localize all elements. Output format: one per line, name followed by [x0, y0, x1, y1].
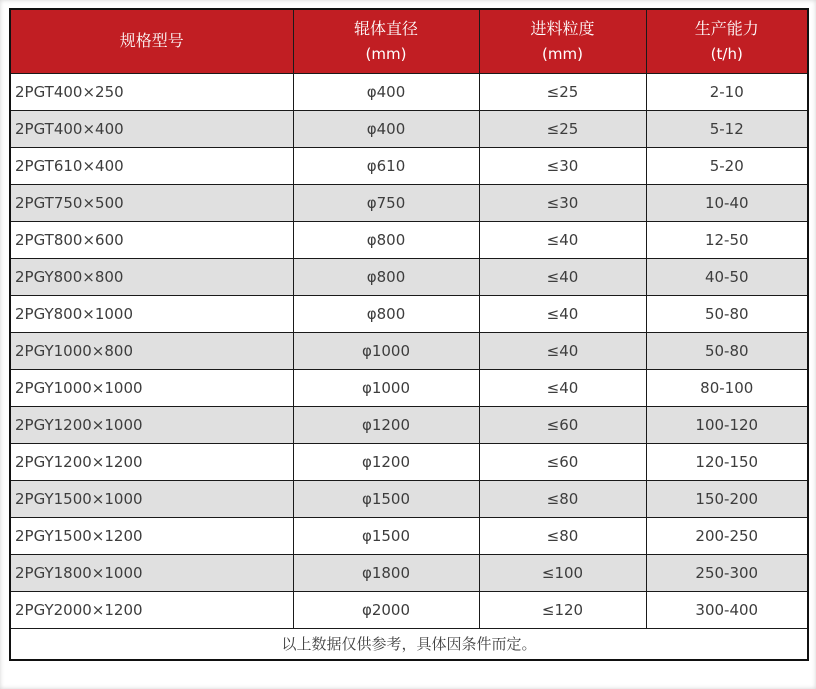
cell-feed-size: ≤80: [479, 517, 646, 554]
cell-capacity: 200-250: [646, 517, 808, 554]
cell-capacity: 2-10: [646, 73, 808, 110]
cell-capacity: 10-40: [646, 184, 808, 221]
table-row: [10, 221, 808, 258]
cell-capacity: 250-300: [646, 554, 808, 591]
footer-row: [10, 628, 808, 660]
cell-capacity: 5-20: [646, 147, 808, 184]
cell-feed-size: ≤120: [479, 591, 646, 628]
cell-capacity: 120-150: [646, 443, 808, 480]
cell-roller-diameter: φ1500: [293, 480, 479, 517]
cell-model: 2PGY1000×800: [10, 332, 293, 369]
cell-roller-diameter: φ1000: [293, 369, 479, 406]
cell-roller-diameter: φ1500: [293, 517, 479, 554]
cell-roller-diameter: φ800: [293, 221, 479, 258]
cell-model: 2PGY1200×1200: [10, 443, 293, 480]
cell-capacity: 50-80: [646, 295, 808, 332]
table-row: [10, 258, 808, 295]
cell-feed-size: ≤40: [479, 258, 646, 295]
cell-roller-diameter: φ1800: [293, 554, 479, 591]
cell-capacity: 40-50: [646, 258, 808, 295]
cell-roller-diameter: φ610: [293, 147, 479, 184]
cell-model: 2PGY1800×1000: [10, 554, 293, 591]
table-row: [10, 73, 808, 110]
cell-model: 2PGY800×800: [10, 258, 293, 295]
column-unit-capacity: (t/h): [710, 45, 743, 64]
table-row: [10, 406, 808, 443]
cell-model: 2PGY1500×1000: [10, 480, 293, 517]
cell-capacity: 150-200: [646, 480, 808, 517]
cell-feed-size: ≤80: [479, 480, 646, 517]
header-cell-model: [10, 9, 293, 73]
table-row: [10, 517, 808, 554]
column-title-feed-size: 进料粒度: [530, 19, 595, 39]
cell-roller-diameter: φ1200: [293, 443, 479, 480]
table-row: [10, 591, 808, 628]
cell-feed-size: ≤25: [479, 110, 646, 147]
cell-model: 2PGT610×400: [10, 147, 293, 184]
table-row: [10, 480, 808, 517]
column-unit-roller-diameter: (mm): [365, 45, 407, 64]
table-row: [10, 332, 808, 369]
cell-feed-size: ≤40: [479, 295, 646, 332]
cell-model: 2PGY1200×1000: [10, 406, 293, 443]
table-body: [10, 73, 808, 628]
header-cell-capacity: [646, 9, 808, 73]
cell-feed-size: ≤100: [479, 554, 646, 591]
table-row: [10, 295, 808, 332]
cell-model: 2PGT400×250: [10, 73, 293, 110]
header-row: [10, 9, 808, 73]
column-title-capacity: 生产能力: [694, 19, 759, 39]
cell-capacity: 300-400: [646, 591, 808, 628]
cell-model: 2PGT800×600: [10, 221, 293, 258]
footer-note: 以上数据仅供参考，具体因条件而定。: [10, 628, 808, 660]
column-unit-feed-size: (mm): [542, 45, 583, 64]
cell-feed-size: ≤40: [479, 332, 646, 369]
cell-model: 2PGY1000×1000: [10, 369, 293, 406]
table-row: [10, 443, 808, 480]
cell-model: 2PGY800×1000: [10, 295, 293, 332]
cell-roller-diameter: φ1000: [293, 332, 479, 369]
header-cell-feed-size: [479, 9, 646, 73]
cell-roller-diameter: φ400: [293, 110, 479, 147]
table-footer: [10, 628, 808, 660]
cell-roller-diameter: φ400: [293, 73, 479, 110]
cell-feed-size: ≤40: [479, 221, 646, 258]
cell-feed-size: ≤40: [479, 369, 646, 406]
header-cell-roller-diameter: [293, 9, 479, 73]
table-row: [10, 184, 808, 221]
cell-model: 2PGT750×500: [10, 184, 293, 221]
cell-capacity: 12-50: [646, 221, 808, 258]
table-header: [10, 9, 808, 73]
cell-roller-diameter: φ2000: [293, 591, 479, 628]
cell-capacity: 50-80: [646, 332, 808, 369]
cell-capacity: 100-120: [646, 406, 808, 443]
cell-model: 2PGY1500×1200: [10, 517, 293, 554]
cell-capacity: 5-12: [646, 110, 808, 147]
cell-feed-size: ≤60: [479, 406, 646, 443]
column-title-model: 规格型号: [119, 31, 184, 51]
cell-model: 2PGY2000×1200: [10, 591, 293, 628]
cell-roller-diameter: φ800: [293, 295, 479, 332]
cell-roller-diameter: φ1200: [293, 406, 479, 443]
cell-feed-size: ≤30: [479, 147, 646, 184]
cell-roller-diameter: φ750: [293, 184, 479, 221]
cell-feed-size: ≤30: [479, 184, 646, 221]
cell-feed-size: ≤25: [479, 73, 646, 110]
column-title-roller-diameter: 辊体直径: [353, 19, 418, 39]
cell-model: 2PGT400×400: [10, 110, 293, 147]
table-row: [10, 147, 808, 184]
table-row: [10, 110, 808, 147]
cell-roller-diameter: φ800: [293, 258, 479, 295]
cell-feed-size: ≤60: [479, 443, 646, 480]
cell-capacity: 80-100: [646, 369, 808, 406]
table-row: [10, 554, 808, 591]
spec-table: [9, 8, 809, 661]
table-row: [10, 369, 808, 406]
